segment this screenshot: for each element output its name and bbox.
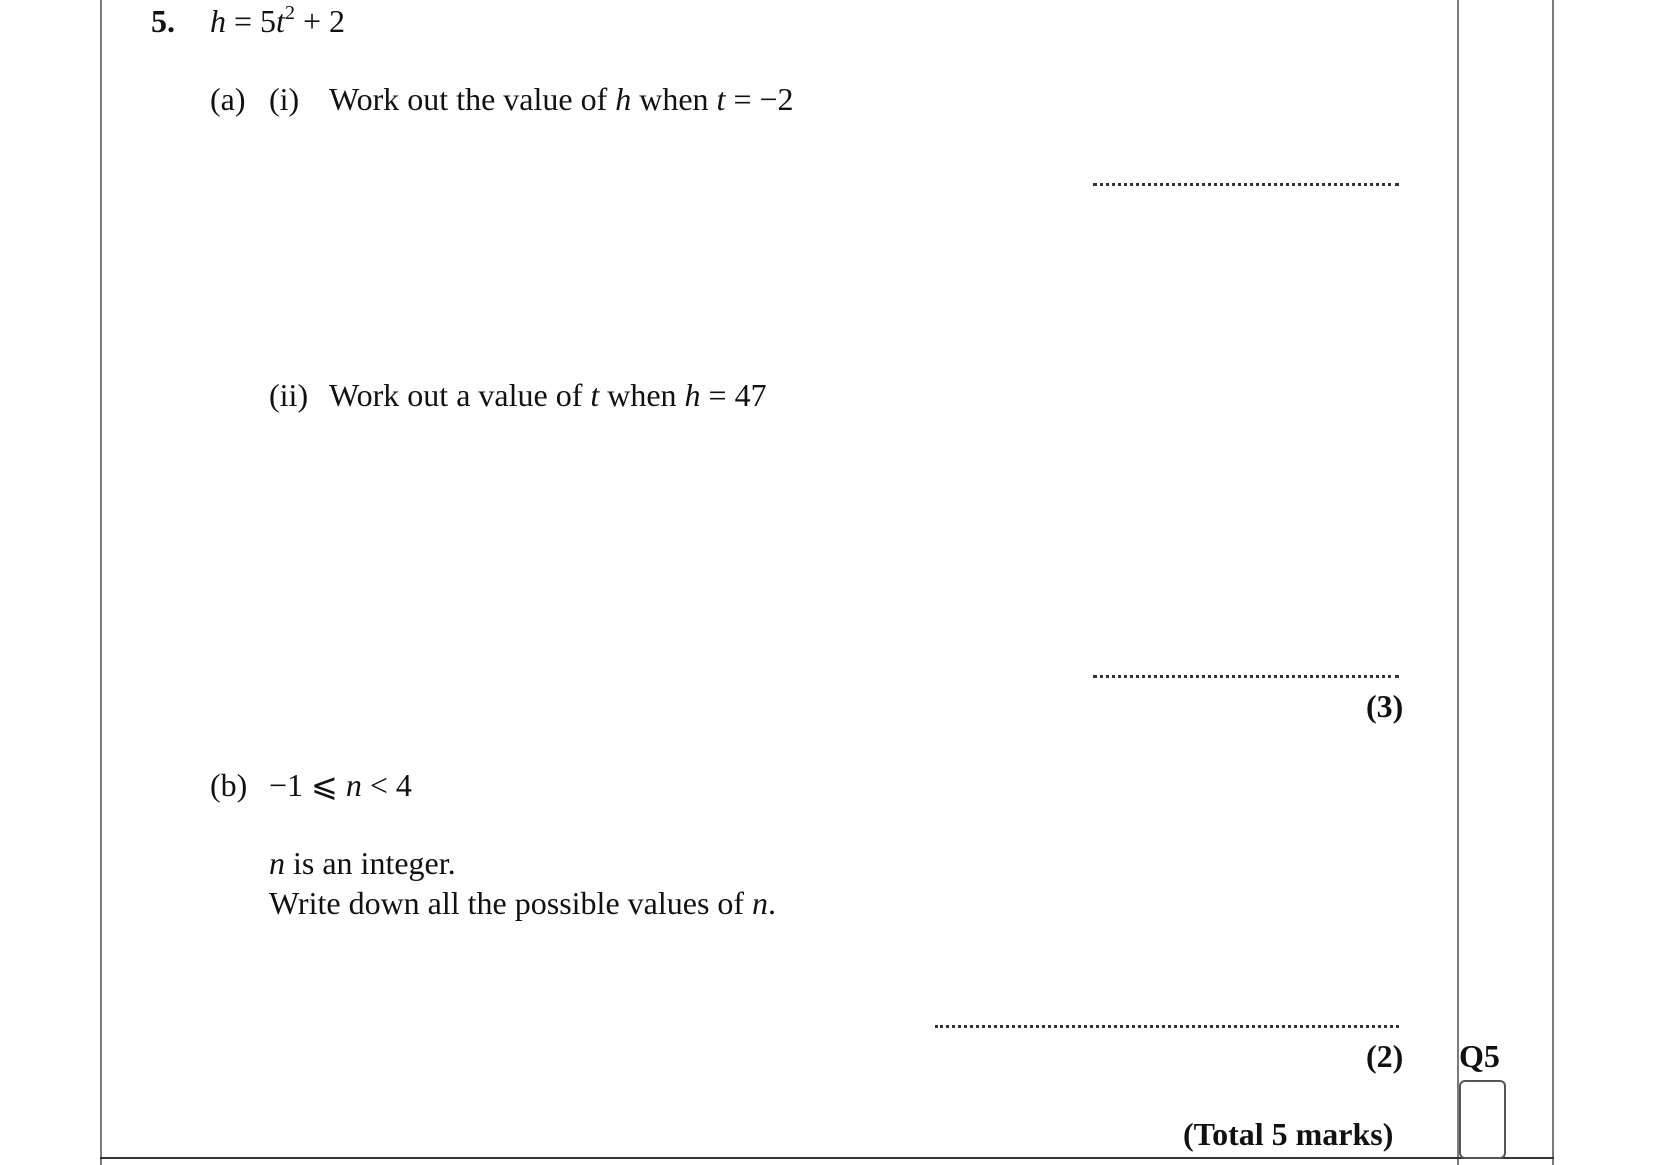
- formula-plus: + 2: [294, 3, 345, 39]
- answer-line-a-ii[interactable]: [1093, 675, 1399, 678]
- part-b-line-2: [269, 884, 776, 922]
- part-a-label: (a): [210, 81, 246, 117]
- answer-line-b[interactable]: [935, 1025, 1399, 1028]
- part-b-line-1-text: is an integer.: [285, 845, 456, 881]
- answer-column-border: [1457, 0, 1459, 1165]
- part-b-marks: (2): [1366, 1038, 1404, 1074]
- question-number: 5.: [151, 3, 175, 39]
- part-a-i-var-t: t: [716, 81, 726, 117]
- question-bottom-rule: [100, 1157, 1554, 1159]
- part-a-ii-text-1: Work out a value of: [329, 377, 591, 413]
- part-b-inequality: [269, 766, 412, 804]
- part-a-ii-var-h: h: [684, 377, 701, 413]
- part-a-i-label: (i): [269, 81, 300, 117]
- formula-h: h: [210, 3, 226, 39]
- part-b-line-2-var: n: [752, 885, 769, 921]
- part-a-ii-text-3: = 47: [700, 377, 767, 413]
- page-right-border: [1552, 0, 1554, 1165]
- question-formula: [210, 2, 345, 45]
- part-a-i-var-h: h: [615, 81, 632, 117]
- part-b-line-2-end: .: [768, 885, 777, 921]
- inequality-left: −1 ⩽: [269, 767, 346, 803]
- part-a-i-text-2: when: [631, 81, 717, 117]
- question-code-label: Q5: [1459, 1038, 1500, 1074]
- part-a-ii-label: (ii): [269, 377, 309, 413]
- total-marks: (Total 5 marks): [1183, 1116, 1394, 1152]
- part-a-i-question: [329, 80, 794, 118]
- inequality-right: < 4: [361, 767, 412, 803]
- examiner-mark-box: [1459, 1080, 1506, 1159]
- part-a-ii-question: [329, 376, 767, 414]
- page-left-border: [100, 0, 102, 1165]
- formula-eq-coef: = 5: [226, 3, 277, 39]
- inequality-var-n: n: [345, 767, 362, 803]
- part-b-line-1-var: n: [269, 845, 285, 881]
- part-a-ii-var-t: t: [590, 377, 600, 413]
- answer-line-a-i[interactable]: [1093, 183, 1399, 186]
- formula-t: t: [276, 3, 285, 39]
- part-a-ii-text-2: when: [599, 377, 685, 413]
- part-b-label: (b): [210, 767, 248, 803]
- part-b-line-1: [269, 844, 456, 882]
- part-a-i-text-3: = −2: [725, 81, 794, 117]
- formula-power: 2: [284, 2, 295, 24]
- part-a-marks: (3): [1366, 688, 1404, 724]
- part-a-i-text-1: Work out the value of: [329, 81, 616, 117]
- part-b-line-2-text: Write down all the possible values of: [269, 885, 753, 921]
